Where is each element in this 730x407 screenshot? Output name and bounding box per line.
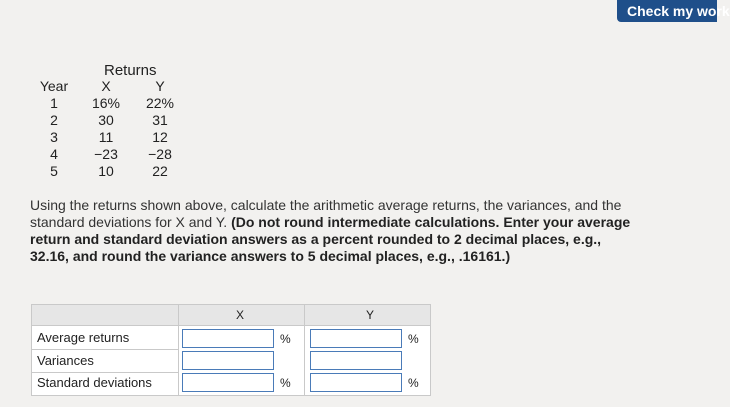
year-cell: 4 xyxy=(50,146,58,162)
check-my-work-button[interactable]: Check my work xyxy=(617,0,717,22)
x-cell: −23 xyxy=(94,146,118,162)
year-cell: 1 xyxy=(50,95,58,111)
y-cell: 31 xyxy=(152,112,168,128)
x-header: X xyxy=(101,78,111,94)
returns-title: Returns xyxy=(104,62,157,79)
x-variance-input[interactable] xyxy=(182,351,274,370)
column-divider xyxy=(178,305,179,395)
x-std-dev-input[interactable] xyxy=(182,373,274,392)
x-cell: 30 xyxy=(98,112,114,128)
year-column xyxy=(36,78,72,180)
y-std-dev-input[interactable] xyxy=(310,373,402,392)
x-average-return-input[interactable] xyxy=(182,329,274,348)
row-label-average-returns: Average returns xyxy=(37,330,130,345)
column-divider xyxy=(304,305,305,395)
x-column xyxy=(84,78,128,180)
y-cell: 12 xyxy=(152,129,168,145)
column-header-y: Y xyxy=(366,308,375,322)
year-header: Year xyxy=(39,78,69,94)
y-cell: 22 xyxy=(152,163,168,179)
y-average-percent-unit: % xyxy=(408,332,419,346)
column-header-x: X xyxy=(236,308,245,322)
y-variance-input[interactable] xyxy=(310,351,402,370)
y-header: Y xyxy=(155,78,165,94)
x-cell: 10 xyxy=(98,163,114,179)
question-instructions: (Do not round intermediate calculations. Enter your average return and standard deviation answers as a percent rounded to 2 decimal places, e.g., 32.16, and round the variance answers to 5 decimal places, e.g., .16161.) xyxy=(30,214,631,264)
answer-table xyxy=(31,304,431,396)
y-std-dev-percent-unit: % xyxy=(408,376,419,390)
x-cell: 16% xyxy=(91,95,121,111)
year-cell: 3 xyxy=(50,129,58,145)
y-cell: 22% xyxy=(145,95,175,111)
x-cell: 11 xyxy=(98,129,114,145)
year-cell: 2 xyxy=(50,112,58,128)
y-average-return-input[interactable] xyxy=(310,329,402,348)
row-label-standard-deviations: Standard deviations xyxy=(37,375,152,390)
x-std-dev-percent-unit: % xyxy=(280,376,291,390)
row-label-variances: Variances xyxy=(37,353,94,368)
year-cell: 5 xyxy=(50,163,58,179)
question-text xyxy=(30,197,640,265)
x-average-percent-unit: % xyxy=(280,332,291,346)
question-plain: Using the returns shown above, calculate the arithmetic average returns, the variances, and the standard deviations for X and Y. xyxy=(30,197,622,230)
y-column xyxy=(140,78,180,180)
y-cell: −28 xyxy=(148,146,172,162)
